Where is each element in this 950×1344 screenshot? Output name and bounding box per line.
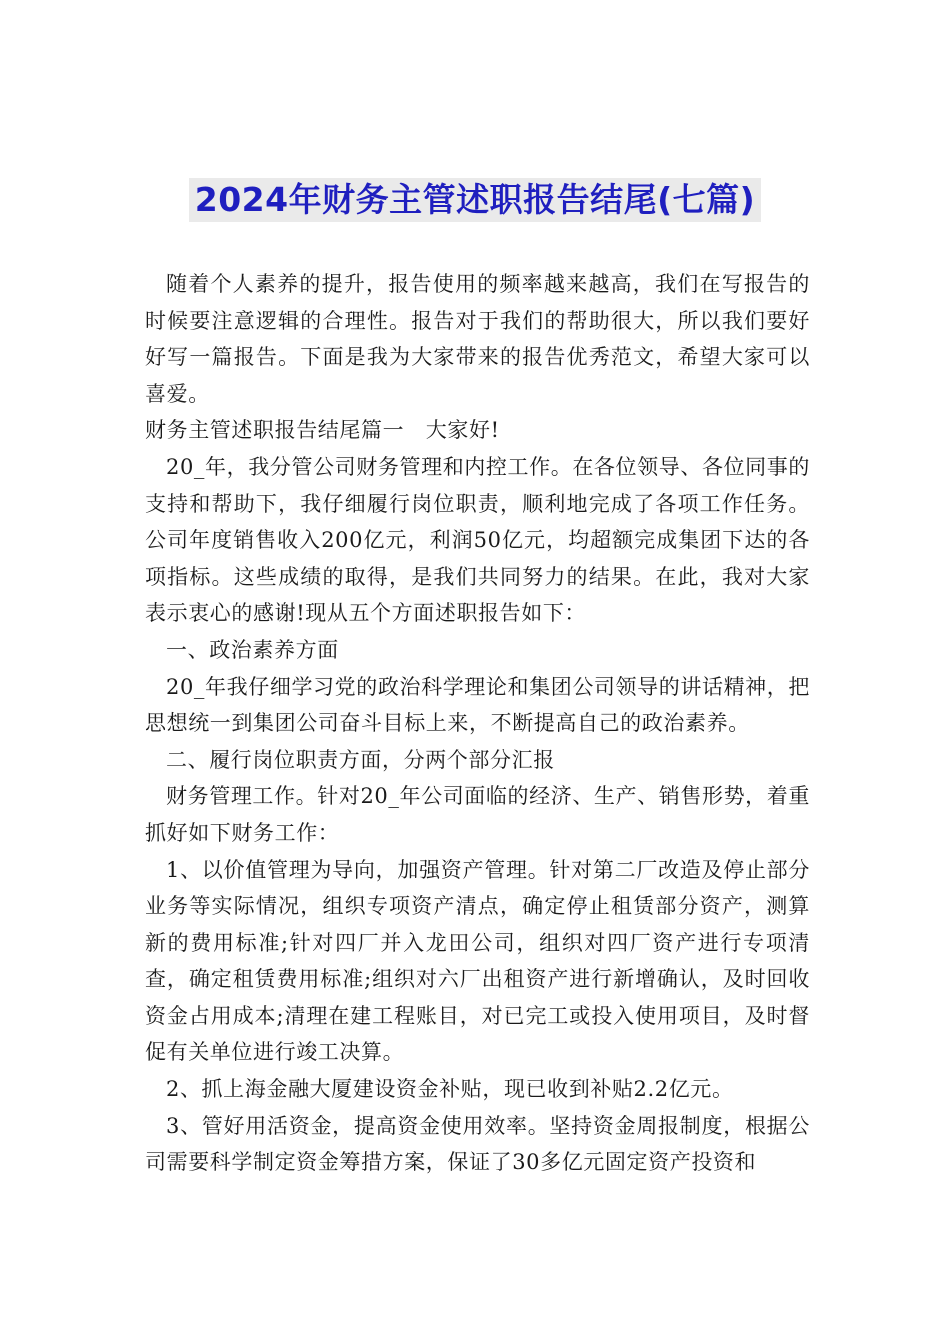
document-body xyxy=(145,266,810,1181)
paragraph-finance-work: 财务管理工作。针对20_年公司面临的经济、生产、销售形势，着重抓好如下财务工作： xyxy=(145,784,810,845)
paragraph-heading-duties: 二、履行岗位职责方面，分两个部分汇报 xyxy=(166,747,555,772)
paragraph-item-3: 3、管好用活资金，提高资金使用效率。坚持资金周报制度，根据公司需要科学制定资金筹措方案，保证了30多亿元固定资产投资和 xyxy=(145,1113,810,1175)
paragraph-item-2: 2、抓上海金融大厦建设资金补贴，现已收到补贴2.2亿元。 xyxy=(166,1077,734,1102)
paragraph-political: 20_年我仔细学习党的政治科学理论和集团公司领导的讲话精神，把思想统一到集团公司奋斗目标上来，不断提高自己的政治素养。 xyxy=(145,674,810,736)
paragraph-summary: 20_年，我分管公司财务管理和内控工作。在各位领导、各位同事的支持和帮助下，我仔细履行岗位职责，顺利地完成了各项工作任务。公司年度销售收入200亿元，利润50亿元，均超额完成集团下达的各项指标。这些成绩的取得，是我们共同努力的结果。在此，我对大家表示衷心的感谢!现从五个方面述职报告如下： xyxy=(145,454,810,626)
paragraph-item-1: 1、以价值管理为导向，加强资产管理。针对第二厂改造及停止部分业务等实际情况，组织专项资产清点，确定停止租赁部分资产，测算新的费用标准;针对四厂并入龙田公司，组织对四厂资产进行专项清查，确定租赁费用标准;组织对六厂出租资产进行新增确认，及时回收资金占用成本;清理在建工程账目，对已完工或投入使用项目，及时督促有关单位进行竣工决算。 xyxy=(145,857,810,1065)
title-container xyxy=(0,178,950,222)
paragraph-section-heading: 财务主管述职报告结尾篇一 大家好! xyxy=(145,418,500,443)
document-title: 2024年财务主管述职报告结尾(七篇) xyxy=(189,178,762,222)
paragraph-heading-political: 一、政治素养方面 xyxy=(166,637,339,662)
paragraph-intro: 随着个人素养的提升，报告使用的频率越来越高，我们在写报告的时候要注意逻辑的合理性。报告对于我们的帮助很大，所以我们要好好写一篇报告。下面是我为大家带来的报告优秀范文，希望大家可以喜爱。 xyxy=(145,272,810,406)
